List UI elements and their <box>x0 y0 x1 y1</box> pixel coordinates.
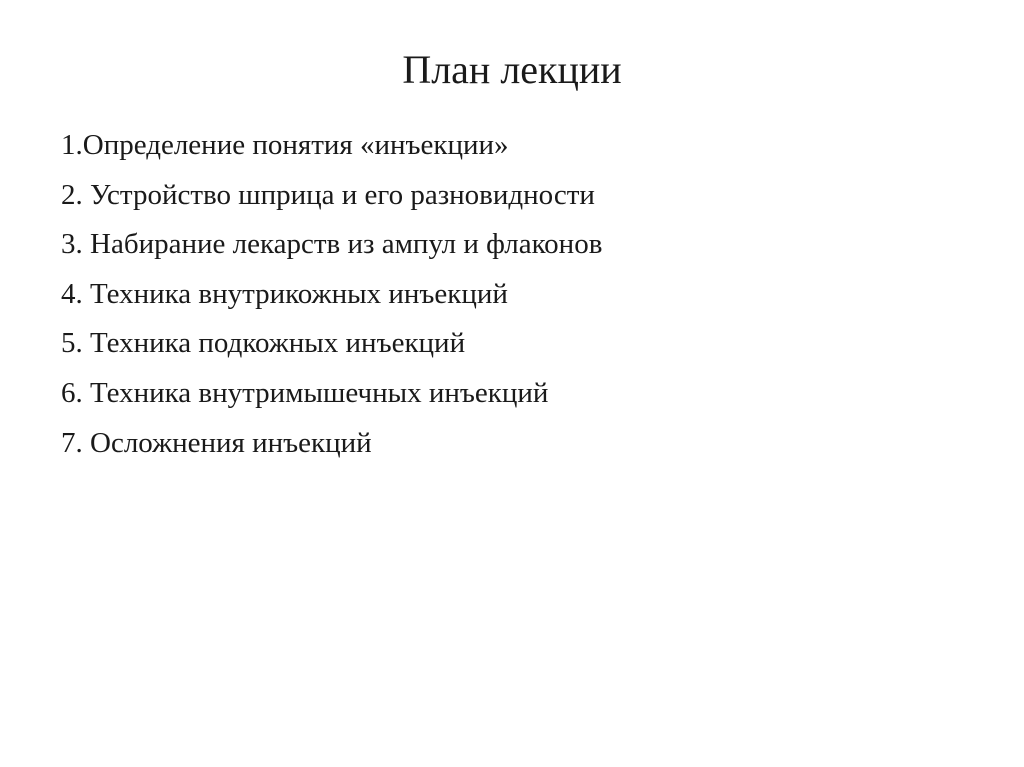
list-item: 7. Осложнения инъекций <box>61 426 372 459</box>
list-item: 5. Техника подкожных инъекций <box>61 327 466 360</box>
lecture-plan-list <box>61 121 602 468</box>
list-item: 3. Набирание лекарств из ампул и флаконов <box>61 228 603 261</box>
slide-title: План лекции <box>402 47 622 92</box>
list-item: 1.Определение понятия «инъекции» <box>61 129 509 161</box>
list-item: 2. Устройство шприца и его разновидности <box>61 178 595 211</box>
list-item: 6. Техника внутримышечных инъекций <box>61 376 549 409</box>
list-item: 4. Техника внутрикожных инъекций <box>61 277 508 310</box>
